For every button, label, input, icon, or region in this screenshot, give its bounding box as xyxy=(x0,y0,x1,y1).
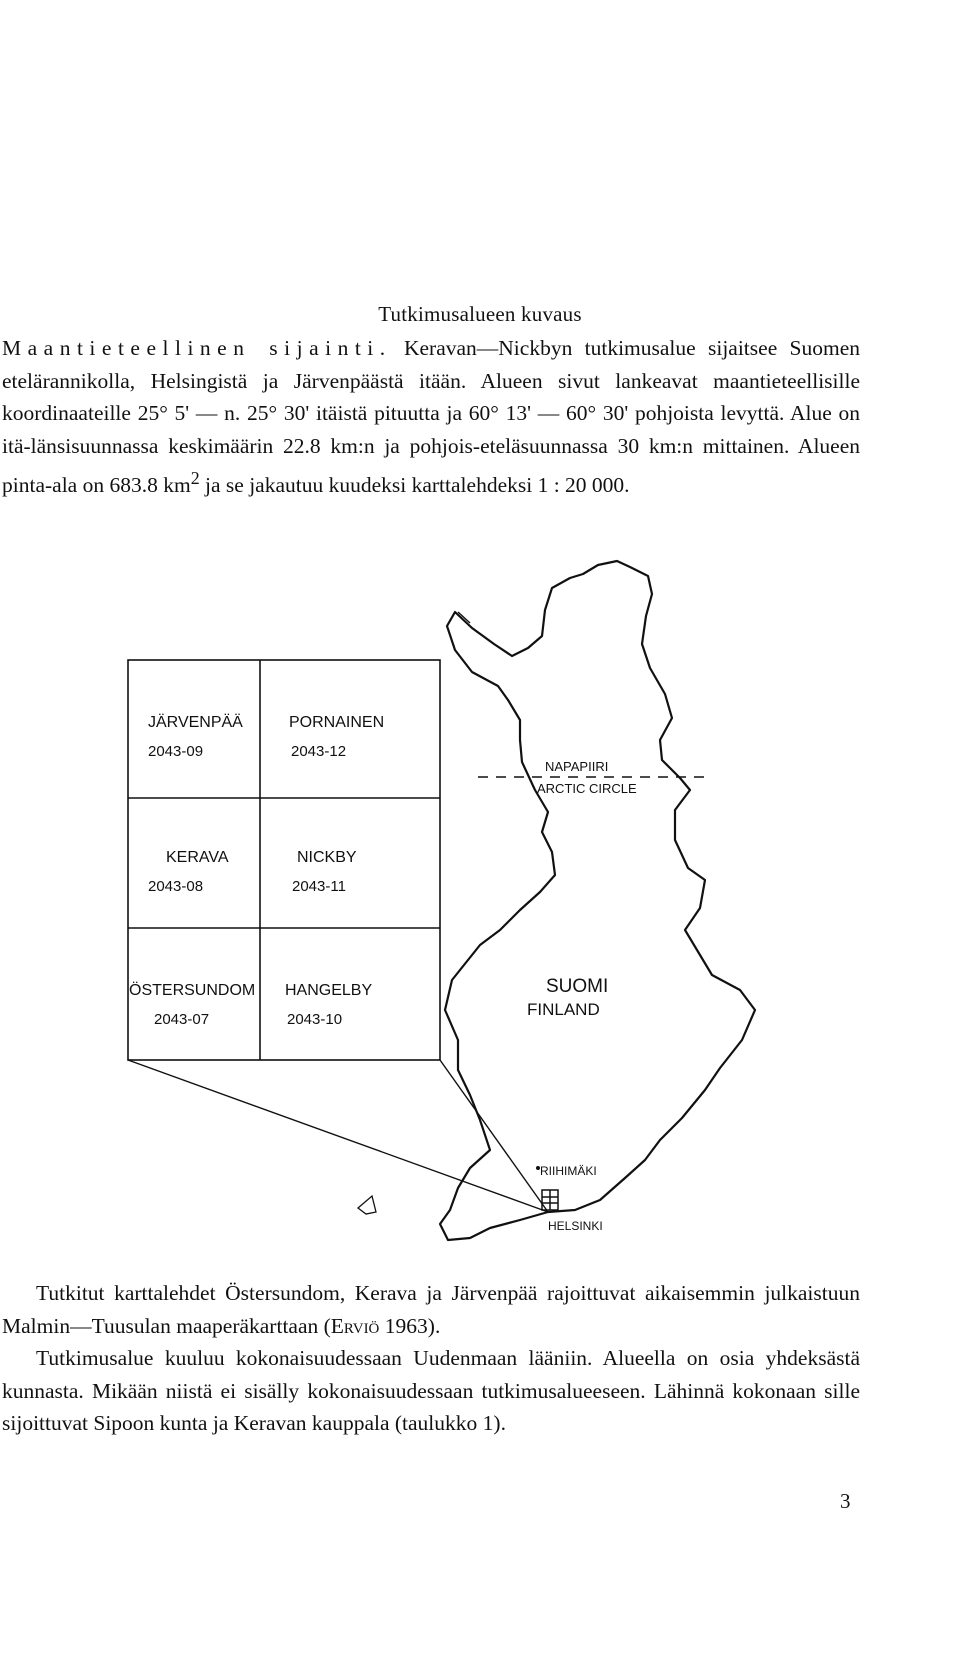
city-label-helsinki: HELSINKI xyxy=(548,1219,603,1233)
sheet-name-pornainen: PORNAINEN xyxy=(289,714,385,731)
leader-line-right xyxy=(440,1060,548,1212)
author-name: Erviö xyxy=(330,1313,380,1338)
sheet-name-hangelby: HANGELBY xyxy=(285,982,373,999)
sheet-code-kerava: 2043-08 xyxy=(148,878,204,895)
sheet-name-ostersundom: ÖSTERSUNDOM xyxy=(129,982,256,999)
riihimaki-dot xyxy=(536,1166,540,1170)
paragraph2-text3: Tutkimusalue kuuluu kokonaisuudessaan Uudenmaan lääniin. Alueella on osia yhdeksästä kunnasta. Mikään niistä ei sisälly kokonaisuudessaan tutkimusalueeseen. Lähinnä kokonaan sille sijoittuvat Sipoon kunta ja Keravan kauppala (taulukko 1). xyxy=(2,1346,860,1435)
sheet-code-hangelby: 2043-10 xyxy=(287,1011,343,1028)
sheet-name-jarvenpaa: JÄRVENPÄÄ xyxy=(148,714,243,731)
arctic-circle-label-en: ARCTIC CIRCLE xyxy=(537,781,637,796)
paragraph2-text2: 1963). xyxy=(379,1313,441,1338)
superscript-2: 2 xyxy=(190,468,200,488)
page-number: 3 xyxy=(840,1489,851,1513)
island-outline xyxy=(358,1196,376,1214)
paragraph-tail: ja se jakautuu kuudeksi karttalehdeksi 1 : 20 000. xyxy=(199,473,630,498)
city-label-riihimaki: RIIHIMÄKI xyxy=(540,1164,597,1178)
sheet-code-nickby: 2043-11 xyxy=(292,878,346,895)
country-label-fi: SUOMI xyxy=(546,976,609,997)
sheet-name-kerava: KERAVA xyxy=(166,849,229,866)
sheet-code-jarvenpaa: 2043-09 xyxy=(148,743,204,760)
sheet-code-ostersundom: 2043-07 xyxy=(154,1011,210,1028)
sheet-name-nickby: NICKBY xyxy=(297,849,357,866)
paragraph-lead: Maantieteellinen sijainti. xyxy=(2,336,392,360)
paragraph-text: Keravan—Nickbyn tutkimusalue sijaitsee Suomen etelärannikolla, Helsingistä ja Järvenpäästä itään. Alueen sivut lankeavat maantieteellisille koordinaateille 25° 5' — n. 25° 30' itäistä pituutta ja 60° 13' — 60° 30' pohjoista levyttä. Alue on itä-länsisuunnassa keskimäärin 22.8 km:n ja pohjois-eteläsuunnassa 30 km:n mittainen. Alueen pinta-ala on 683.8 km xyxy=(2,336,861,498)
section-title: Tutkimusalueen kuvaus xyxy=(378,302,582,326)
country-label-en: FINLAND xyxy=(527,1000,600,1019)
sheet-code-pornainen: 2043-12 xyxy=(291,743,347,760)
paragraph-maps xyxy=(2,1277,860,1440)
finland-outline xyxy=(440,561,755,1240)
arctic-circle-label-fi: NAPAPIIRI xyxy=(545,759,609,774)
paragraph2-text1: Tutkitut karttalehdet Östersundom, Kerava ja Järvenpää rajoittuvat aikaisemmin julkaistuun Malmin—Tuusulan maaperäkarttaan ( xyxy=(2,1281,860,1338)
